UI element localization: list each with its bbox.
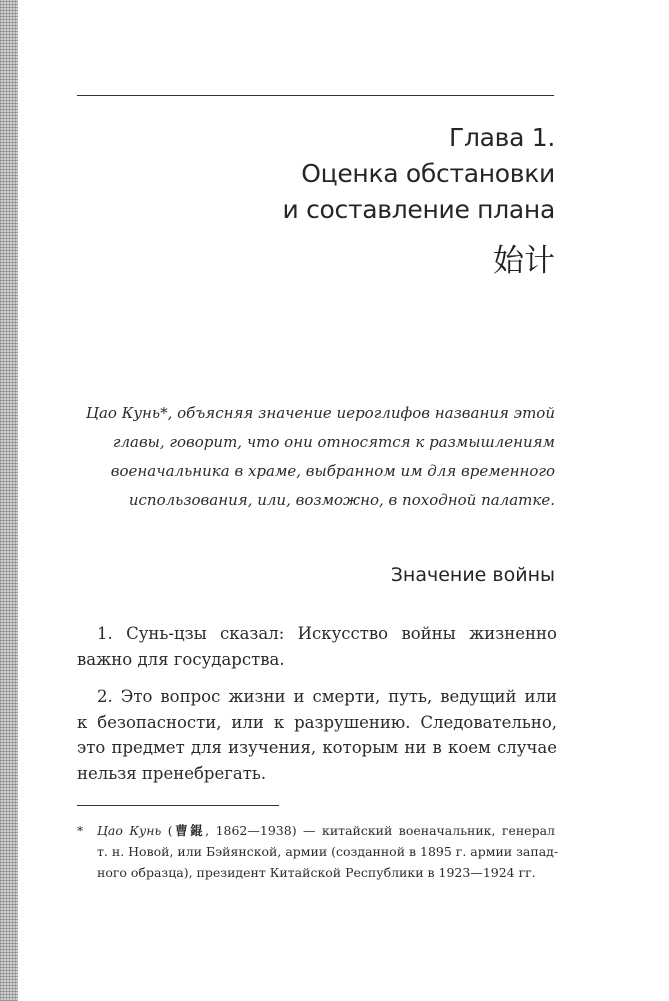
epigraph-line: военачальника в храме, выбранном им для временного xyxy=(110,462,555,480)
epigraph-line: использования, или, возможно, в походной палатке. xyxy=(128,491,555,509)
paragraph-line: это предмет для изучения, которым ни в коем случае xyxy=(77,738,557,757)
paragraph-line: 2. Это вопрос жизни и смерти, путь, ведущий или xyxy=(97,687,557,706)
footnote-name: Цао Кунь xyxy=(97,823,162,838)
epigraph-line: главы, говорит, что они относятся к размышлениям xyxy=(112,433,555,451)
paragraph-line: к безопасности, или к разрушению. Следовательно, xyxy=(77,712,557,732)
chapter-title-line: и составление плана xyxy=(282,195,555,224)
paragraph-line: нельзя пренебрегать. xyxy=(77,763,267,783)
section-title: Значение войны xyxy=(390,564,555,586)
page-edge xyxy=(0,0,18,1001)
footnote-paren: ( xyxy=(161,823,173,838)
paragraph-line: 1. Сунь-цзы сказал: Искусство войны жизненно xyxy=(97,624,557,643)
paragraph-1 xyxy=(77,621,557,672)
footnote-line: ного образца), президент Китайской Республики в 1923—1924 гг. xyxy=(97,865,536,880)
footnote-body xyxy=(97,820,559,883)
chapter-chinese-title: 始计 xyxy=(493,243,555,279)
footnote-chinese-name: 曹錕 xyxy=(172,823,206,838)
chapter-title xyxy=(283,120,556,228)
footnote-line xyxy=(97,820,555,841)
epigraph xyxy=(75,399,555,515)
footnote-rule xyxy=(77,805,279,806)
footnote-line1-rest: , 1862—1938) — китайский военачальник, генерал xyxy=(205,823,555,838)
footnote-line: т. н. Новой, или Бэйянской, армии (созданной в 1895 г. армии запад- xyxy=(97,844,559,859)
paragraph-line: важно для государства. xyxy=(77,649,285,669)
header-rule xyxy=(77,95,554,96)
paragraph-2 xyxy=(77,684,557,786)
footnote xyxy=(77,820,559,883)
epigraph-line: Цао Кунь*, объясняя значение иероглифов названия этой xyxy=(85,404,555,422)
chapter-title-line: Глава 1. xyxy=(449,123,555,152)
footnote-marker: * xyxy=(77,823,84,838)
chapter-title-line: Оценка обстановки xyxy=(301,159,555,188)
